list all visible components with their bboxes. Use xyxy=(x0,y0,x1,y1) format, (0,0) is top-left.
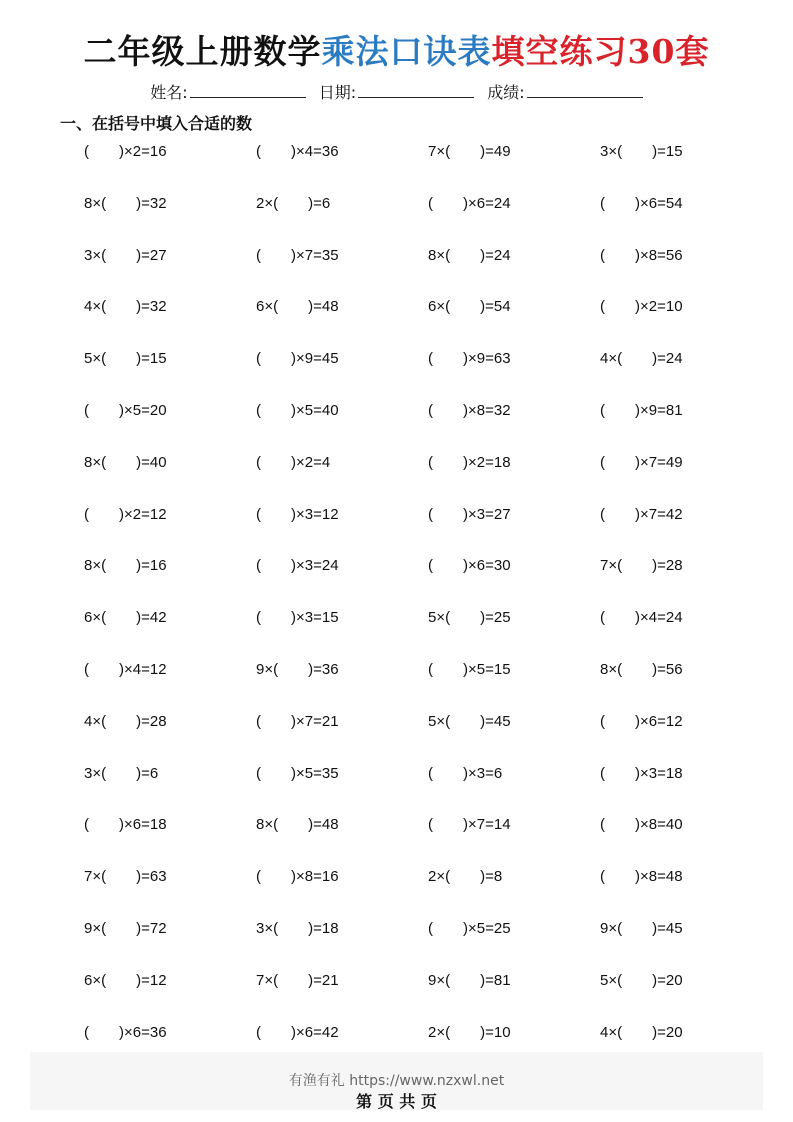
exercise-item[interactable]: 8×( )=56 xyxy=(600,660,683,678)
date-field xyxy=(319,80,474,103)
page-title xyxy=(0,26,793,73)
exercise-item[interactable]: 9×( )=45 xyxy=(600,919,683,937)
exercise-item[interactable]: ( )×2=4 xyxy=(256,453,331,471)
exercise-item[interactable]: ( )×2=10 xyxy=(600,298,683,316)
date-label: 日期: xyxy=(318,83,357,102)
student-info-line xyxy=(0,80,793,103)
exercise-row xyxy=(0,863,793,915)
score-label: 成绩: xyxy=(487,83,525,102)
exercise-item[interactable]: ( )×8=56 xyxy=(600,246,683,264)
exercise-row xyxy=(0,811,793,863)
section-title: 一、在括号中填入合适的数 xyxy=(60,114,253,133)
exercise-item[interactable]: 3×( )=18 xyxy=(256,919,339,937)
exercise-item[interactable]: 2×( )=8 xyxy=(428,868,503,886)
exercise-grid xyxy=(0,138,793,1070)
exercise-item[interactable]: 8×( )=16 xyxy=(84,557,167,575)
exercise-item[interactable]: ( )×5=35 xyxy=(256,764,339,782)
exercise-item[interactable]: ( )×7=49 xyxy=(600,453,683,471)
exercise-item[interactable]: ( )×7=42 xyxy=(600,505,683,523)
exercise-item[interactable]: ( )×3=12 xyxy=(256,505,339,523)
exercise-item[interactable]: 7×( )=49 xyxy=(428,143,511,160)
exercise-item[interactable]: ( )×6=18 xyxy=(84,816,167,834)
exercise-item[interactable]: ( )×4=36 xyxy=(256,143,339,160)
exercise-item[interactable]: 5×( )=20 xyxy=(600,971,683,989)
exercise-row xyxy=(0,190,793,242)
exercise-item[interactable]: ( )×9=81 xyxy=(600,401,683,419)
exercise-item[interactable]: 5×( )=25 xyxy=(428,609,511,627)
exercise-item[interactable]: 6×( )=12 xyxy=(84,971,167,989)
exercise-item[interactable]: ( )×3=6 xyxy=(428,764,503,782)
exercise-item[interactable]: 3×( )=6 xyxy=(84,764,159,782)
exercise-row xyxy=(0,138,793,190)
exercise-item[interactable]: 8×( )=24 xyxy=(428,246,511,264)
score-blank[interactable] xyxy=(527,83,643,98)
exercise-item[interactable]: ( )×5=25 xyxy=(428,919,511,937)
exercise-row xyxy=(0,656,793,708)
exercise-item[interactable]: ( )×7=14 xyxy=(428,816,511,834)
exercise-row xyxy=(0,345,793,397)
exercise-item[interactable]: 2×( )=6 xyxy=(256,194,331,212)
exercise-row xyxy=(0,242,793,294)
exercise-item[interactable]: 7×( )=28 xyxy=(600,557,683,575)
exercise-row xyxy=(0,760,793,812)
exercise-row xyxy=(0,397,793,449)
page-number: 第 页 共 页 xyxy=(356,1092,437,1111)
title-part-grade: 二年级上册数学 xyxy=(83,32,322,71)
exercise-row xyxy=(0,449,793,501)
exercise-item[interactable]: ( )×3=15 xyxy=(256,609,339,627)
exercise-item[interactable]: ( )×6=36 xyxy=(84,1023,167,1041)
exercise-item[interactable]: ( )×9=45 xyxy=(256,350,339,368)
exercise-item[interactable]: ( )×4=24 xyxy=(600,609,683,627)
exercise-item[interactable]: ( )×7=21 xyxy=(256,712,339,730)
exercise-item[interactable]: ( )×4=12 xyxy=(84,660,167,678)
exercise-item[interactable]: 9×( )=36 xyxy=(256,660,339,678)
exercise-row xyxy=(0,708,793,760)
exercise-item[interactable]: 7×( )=21 xyxy=(256,971,339,989)
exercise-item[interactable]: ( )×8=32 xyxy=(428,401,511,419)
exercise-item[interactable]: 4×( )=24 xyxy=(600,350,683,368)
exercise-row xyxy=(0,552,793,604)
exercise-item[interactable]: ( )×5=40 xyxy=(256,401,339,419)
exercise-item[interactable]: 8×( )=40 xyxy=(84,453,167,471)
exercise-item[interactable]: ( )×6=12 xyxy=(600,712,683,730)
exercise-item[interactable]: ( )×3=18 xyxy=(600,764,683,782)
name-blank[interactable] xyxy=(190,83,306,98)
exercise-item[interactable]: 6×( )=42 xyxy=(84,609,167,627)
name-field xyxy=(150,80,305,103)
exercise-item[interactable]: ( )×2=18 xyxy=(428,453,511,471)
exercise-item[interactable]: 4×( )=28 xyxy=(84,712,167,730)
exercise-item[interactable]: ( )×2=12 xyxy=(84,505,167,523)
exercise-item[interactable]: ( )×5=20 xyxy=(84,401,167,419)
title-part-exercise: 填空练习30套 xyxy=(491,32,710,71)
title-part-table: 乘法口诀表 xyxy=(321,32,492,71)
exercise-item[interactable]: 6×( )=54 xyxy=(428,298,511,316)
exercise-item[interactable]: 9×( )=81 xyxy=(428,971,511,989)
exercise-item[interactable]: ( )×6=54 xyxy=(600,194,683,212)
exercise-item[interactable]: 4×( )=20 xyxy=(600,1023,683,1041)
exercise-row xyxy=(0,967,793,1019)
exercise-item[interactable]: ( )×2=16 xyxy=(84,143,167,160)
exercise-item[interactable]: 3×( )=27 xyxy=(84,246,167,264)
watermark-text: 有渔有礼 https://www.nzxwl.net xyxy=(288,1073,505,1089)
exercise-item[interactable]: 3×( )=15 xyxy=(600,143,683,160)
exercise-item[interactable]: ( )×3=24 xyxy=(256,557,339,575)
exercise-item[interactable]: 9×( )=72 xyxy=(84,919,167,937)
exercise-item[interactable]: ( )×9=63 xyxy=(428,350,511,368)
exercise-item[interactable]: 4×( )=32 xyxy=(84,298,167,316)
exercise-item[interactable]: ( )×8=16 xyxy=(256,868,339,886)
exercise-item[interactable]: ( )×8=48 xyxy=(600,868,683,886)
exercise-item[interactable]: ( )×7=35 xyxy=(256,246,339,264)
exercise-item[interactable]: 8×( )=32 xyxy=(84,194,167,212)
score-field xyxy=(487,80,642,103)
exercise-item[interactable]: 6×( )=48 xyxy=(256,298,339,316)
name-label: 姓名: xyxy=(150,83,188,102)
exercise-item[interactable]: ( )×6=42 xyxy=(256,1023,339,1041)
exercise-item[interactable]: ( )×8=40 xyxy=(600,816,683,834)
exercise-item[interactable]: ( )×3=27 xyxy=(428,505,511,523)
exercise-row xyxy=(0,604,793,656)
exercise-item[interactable]: ( )×6=30 xyxy=(428,557,511,575)
exercise-item[interactable]: ( )×6=24 xyxy=(428,194,511,212)
exercise-item[interactable]: 5×( )=45 xyxy=(428,712,511,730)
exercise-item[interactable]: 8×( )=48 xyxy=(256,816,339,834)
exercise-item[interactable]: 2×( )=10 xyxy=(428,1023,511,1041)
exercise-row xyxy=(0,915,793,967)
exercise-item[interactable]: 7×( )=63 xyxy=(84,868,167,886)
date-blank[interactable] xyxy=(358,83,474,98)
exercise-item[interactable]: ( )×5=15 xyxy=(428,660,511,678)
exercise-row xyxy=(0,293,793,345)
exercise-row xyxy=(0,501,793,553)
exercise-item[interactable]: 5×( )=15 xyxy=(84,350,167,368)
